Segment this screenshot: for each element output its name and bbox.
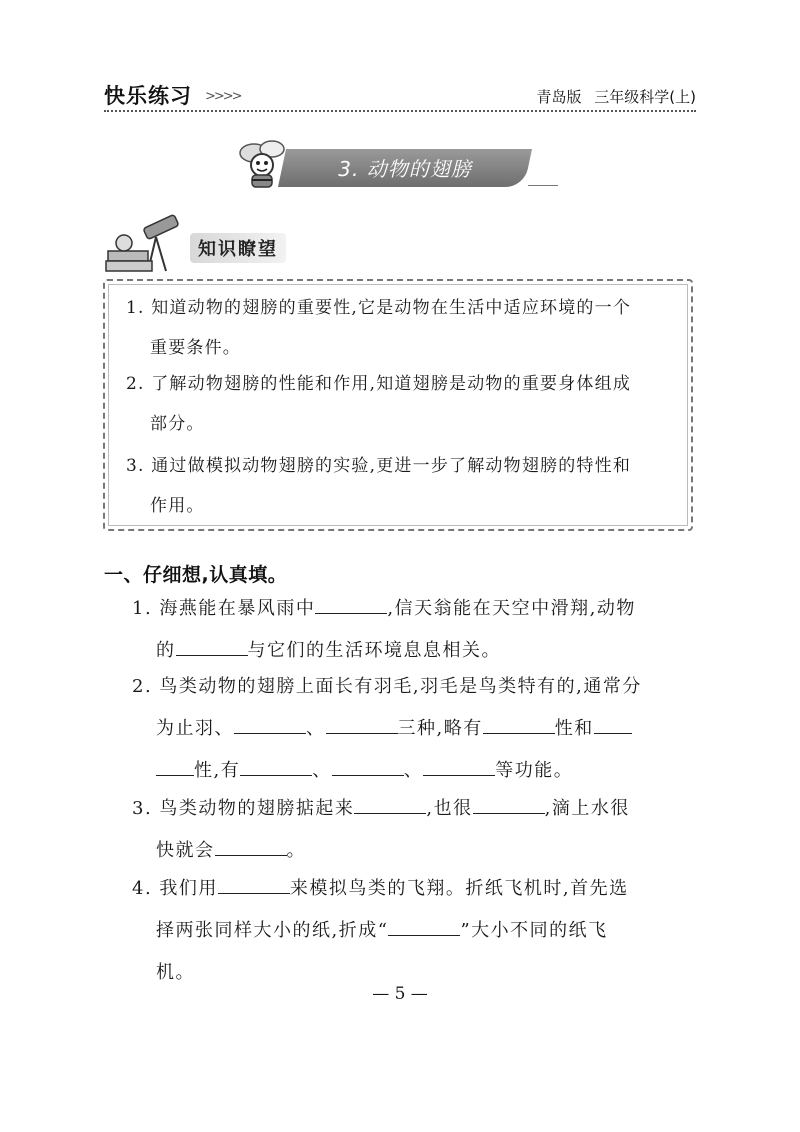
knowledge-item-2 — [126, 364, 686, 444]
question-text: 快就会 — [156, 840, 215, 861]
section-title: 一、仔细想,认真填。 — [104, 564, 288, 586]
question-1 — [132, 588, 692, 672]
answer-blank[interactable] — [240, 755, 312, 776]
answer-blank[interactable] — [473, 793, 545, 814]
question-text: 性和 — [554, 718, 594, 739]
question-text: ”大小不同的纸飞 — [460, 920, 608, 941]
answer-blank[interactable] — [594, 713, 632, 734]
answer-blank[interactable] — [483, 713, 555, 734]
question-text: ,滴上水很 — [544, 798, 630, 819]
header-divider — [104, 110, 696, 112]
answer-blank[interactable] — [388, 915, 460, 936]
edition-label: 青岛版 — [536, 88, 582, 106]
answer-blank[interactable] — [354, 793, 426, 814]
answer-blank[interactable] — [423, 755, 495, 776]
answer-blank[interactable] — [315, 593, 387, 614]
question-text: 机。 — [156, 962, 195, 983]
answer-blank[interactable] — [176, 635, 248, 656]
knowledge-item-line: 作用。 — [150, 496, 205, 516]
question-text: 为止羽、 — [156, 718, 234, 739]
question-text: 、 — [312, 760, 332, 781]
title-underline — [528, 185, 558, 186]
question-text: 4. 我们用 — [132, 878, 218, 899]
knowledge-item-1 — [126, 288, 686, 368]
answer-blank[interactable] — [218, 873, 290, 894]
answer-blank[interactable] — [326, 713, 398, 734]
question-text: 的 — [156, 640, 176, 661]
knowledge-item-line: 重要条件。 — [150, 338, 241, 358]
page-number: — 5 — — [372, 984, 428, 1004]
lesson-title: 3. 动物的翅膀 — [338, 157, 472, 181]
knowledge-item-3 — [126, 446, 686, 526]
series-title: 快乐练习 — [104, 84, 192, 108]
question-text: 来模拟鸟类的飞翔。折纸飞机时,首先选 — [289, 878, 629, 899]
telescope-icon — [104, 207, 186, 275]
knowledge-item-line: 3. 通过做模拟动物翅膀的实验,更进一步了解动物翅膀的特性和 — [126, 456, 632, 476]
question-text: ,信天翁能在天空中滑翔,动物 — [387, 598, 636, 619]
knowledge-overview-label: 知识瞭望 — [190, 233, 286, 263]
grade-subject-label: 三年级科学(上) — [594, 88, 696, 106]
question-text: 等功能。 — [495, 760, 574, 781]
question-text: 三种,略有 — [397, 718, 483, 739]
question-text: 性,有 — [194, 760, 241, 781]
question-text: 。 — [286, 840, 306, 861]
question-text: 1. 海燕能在暴风雨中 — [132, 598, 316, 619]
question-text: 2. 鸟类动物的翅膀上面长有羽毛,羽毛是鸟类特有的,通常分 — [132, 676, 642, 697]
question-text: 与它们的生活环境息息相关。 — [247, 640, 501, 661]
question-text: 、 — [306, 718, 326, 739]
question-2 — [132, 666, 692, 792]
question-text: 3. 鸟类动物的翅膀掂起来 — [132, 798, 355, 819]
question-text: 择两张同样大小的纸,折成“ — [156, 920, 389, 941]
answer-blank[interactable] — [234, 713, 306, 734]
edition-info — [528, 86, 696, 107]
question-3 — [132, 788, 692, 872]
knowledge-item-line: 1. 知道动物的翅膀的重要性,它是动物在生活中适应环境的一个 — [126, 298, 632, 318]
chevrons-icon: >>>> — [205, 89, 241, 104]
question-text: ,也很 — [426, 798, 473, 819]
question-text: 、 — [403, 760, 424, 781]
answer-blank[interactable] — [156, 755, 194, 776]
knowledge-item-line: 2. 了解动物翅膀的性能和作用,知道翅膀是动物的重要身体组成 — [126, 374, 632, 394]
answer-blank[interactable] — [332, 755, 404, 776]
answer-blank[interactable] — [215, 835, 287, 856]
knowledge-item-line: 部分。 — [150, 414, 205, 434]
question-4 — [132, 868, 692, 994]
